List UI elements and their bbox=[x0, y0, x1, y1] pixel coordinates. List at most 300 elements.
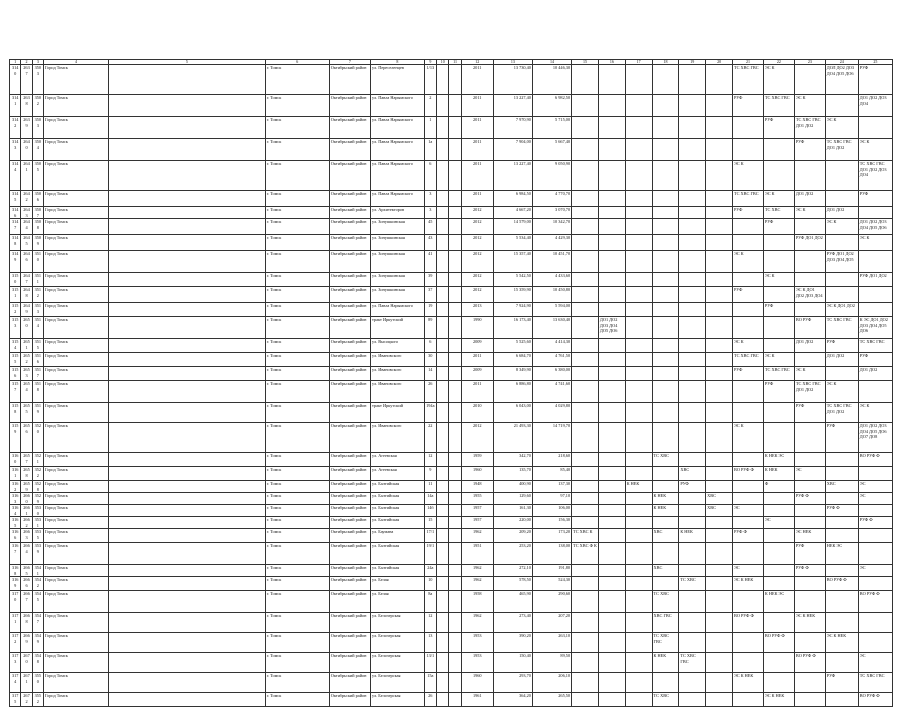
table-cell bbox=[732, 481, 763, 493]
table-cell bbox=[109, 653, 266, 673]
table-cell bbox=[109, 207, 266, 219]
table-cell: г. Томск bbox=[265, 117, 329, 139]
table-cell: 2012 bbox=[461, 207, 493, 219]
table-cell bbox=[679, 353, 706, 367]
table-cell bbox=[572, 251, 599, 273]
table-cell bbox=[706, 191, 733, 207]
table-cell bbox=[763, 403, 794, 423]
table-row bbox=[10, 207, 893, 219]
column-header: 7 bbox=[329, 60, 370, 65]
table-cell bbox=[763, 653, 794, 673]
table-cell: 6 bbox=[424, 161, 436, 191]
column-header: 11 bbox=[449, 60, 461, 65]
table-cell: Октябрьский район bbox=[329, 673, 370, 693]
table-cell bbox=[109, 353, 266, 367]
table-cell: Октябрьский район bbox=[329, 95, 370, 117]
table-cell: г. Томск bbox=[265, 613, 329, 633]
table-cell: К НЕК bbox=[763, 467, 794, 481]
table-cell: 2668 bbox=[21, 613, 32, 633]
table-cell: ул. Зонушкинская bbox=[371, 273, 425, 287]
table-cell: 3163 bbox=[10, 493, 21, 505]
table-cell bbox=[858, 505, 892, 517]
table-cell: 1962 bbox=[461, 577, 493, 591]
table-cell bbox=[109, 273, 266, 287]
table-cell: г. Томск bbox=[265, 423, 329, 453]
table-cell: ул. Баумана bbox=[371, 529, 425, 543]
table-cell: 390,20 bbox=[493, 633, 532, 653]
table-cell bbox=[625, 235, 652, 251]
table-row bbox=[10, 673, 893, 693]
table-cell: Октябрьский район bbox=[329, 653, 370, 673]
table-cell: 14 719,70 bbox=[532, 423, 571, 453]
table-cell: 3507 bbox=[32, 207, 43, 219]
table-cell: 3154 bbox=[10, 339, 21, 353]
table-cell: 3146 bbox=[10, 207, 21, 219]
table-cell: Город Томск bbox=[44, 287, 109, 303]
table-cell: Октябрьский район bbox=[329, 613, 370, 633]
table-cell: РУФ bbox=[763, 381, 794, 403]
table-cell: 2656 bbox=[21, 423, 32, 453]
table-cell: г. Томск bbox=[265, 303, 329, 317]
table-cell: РУФ Ф bbox=[858, 517, 892, 529]
table-cell: ул. Павла Нарымского bbox=[371, 95, 425, 117]
table-cell: ТС ХВС ГВС bbox=[732, 353, 763, 367]
table-cell: ул. Ивановского bbox=[371, 353, 425, 367]
table-cell bbox=[763, 613, 794, 633]
table-cell: 37 bbox=[424, 287, 436, 303]
table-cell bbox=[732, 517, 763, 529]
table-cell bbox=[732, 381, 763, 403]
column-header: 2 bbox=[21, 60, 32, 65]
table-cell bbox=[109, 529, 266, 543]
table-cell bbox=[437, 543, 449, 565]
table-row bbox=[10, 303, 893, 317]
table-cell: 263,10 bbox=[532, 633, 571, 653]
table-cell: г. Томск bbox=[265, 251, 329, 273]
table-cell: 1/13 bbox=[424, 65, 436, 95]
table-cell: г. Томск bbox=[265, 403, 329, 423]
table-cell: 1957 bbox=[461, 505, 493, 517]
table-cell: 10 342,70 bbox=[532, 219, 571, 235]
table-cell: 4 741,60 bbox=[532, 381, 571, 403]
table-cell bbox=[437, 317, 449, 339]
table-cell bbox=[679, 117, 706, 139]
table-cell: 3539 bbox=[32, 543, 43, 565]
table-row bbox=[10, 529, 893, 543]
table-cell: Октябрьский район bbox=[329, 633, 370, 653]
table-cell: 19/1 bbox=[424, 543, 436, 565]
table-row bbox=[10, 339, 893, 353]
table-cell: ул. Павла Нарымского bbox=[371, 191, 425, 207]
table-cell: Город Томск bbox=[44, 251, 109, 273]
table-cell: 10 450,80 bbox=[532, 287, 571, 303]
table-cell bbox=[652, 161, 679, 191]
table-cell bbox=[449, 367, 461, 381]
table-cell: 17/1 bbox=[424, 529, 436, 543]
table-cell bbox=[763, 251, 794, 273]
table-cell: Город Томск bbox=[44, 219, 109, 235]
table-cell bbox=[572, 633, 599, 653]
table-cell: 8 349,90 bbox=[493, 367, 532, 381]
table-cell bbox=[625, 207, 652, 219]
table-cell bbox=[437, 353, 449, 367]
table-cell bbox=[732, 273, 763, 287]
table-cell bbox=[598, 287, 625, 303]
table-cell: 4 770,70 bbox=[532, 191, 571, 207]
table-cell bbox=[706, 653, 733, 673]
table-cell bbox=[625, 287, 652, 303]
table-cell: ДОЛ ДО2 ДО3 ДО4 ДО5 ДО6 bbox=[825, 65, 858, 95]
table-cell: 15 357,40 bbox=[493, 251, 532, 273]
table-cell bbox=[679, 693, 706, 707]
table-cell: 5 715,00 bbox=[532, 117, 571, 139]
table-cell bbox=[625, 303, 652, 317]
table-cell bbox=[732, 453, 763, 467]
table-cell: ул. Агеевская bbox=[371, 467, 425, 481]
table-cell bbox=[794, 517, 825, 529]
table-cell: ул. Белая bbox=[371, 577, 425, 591]
table-cell: Город Томск bbox=[44, 381, 109, 403]
table-cell: ДО1 ДО2 ДО3 ДО4 bbox=[858, 95, 892, 117]
table-row bbox=[10, 453, 893, 467]
table-cell: 2663 bbox=[21, 529, 32, 543]
table-cell bbox=[598, 161, 625, 191]
table-cell bbox=[652, 219, 679, 235]
table-cell bbox=[109, 403, 266, 423]
table-row bbox=[10, 577, 893, 591]
table-cell bbox=[109, 505, 266, 517]
table-cell: 2012 bbox=[461, 251, 493, 273]
table-cell: 13 227,40 bbox=[493, 95, 532, 117]
table-cell: 3169 bbox=[10, 577, 21, 591]
table-cell: 6 380,00 bbox=[532, 367, 571, 381]
table-cell bbox=[572, 505, 599, 517]
table-cell: 2644 bbox=[21, 219, 32, 235]
table-cell: Город Томск bbox=[44, 591, 109, 613]
table-cell: 5 594,00 bbox=[532, 303, 571, 317]
table-cell: 3156 bbox=[10, 367, 21, 381]
table-cell bbox=[679, 453, 706, 467]
table-cell bbox=[763, 317, 794, 339]
table-cell bbox=[572, 273, 599, 287]
table-cell bbox=[572, 565, 599, 577]
table-cell: 2664 bbox=[21, 543, 32, 565]
table-cell bbox=[858, 633, 892, 653]
table-cell bbox=[825, 95, 858, 117]
table-cell: ул. Белозерская bbox=[371, 653, 425, 673]
table-cell: ЭС К bbox=[732, 161, 763, 191]
table-cell: РУФ ДО1 ДО2 bbox=[794, 235, 825, 251]
table-cell bbox=[858, 577, 892, 591]
table-cell: г. Томск bbox=[265, 565, 329, 577]
table-cell: 3522 bbox=[32, 467, 43, 481]
table-cell: 2666 bbox=[21, 577, 32, 591]
table-cell: 15 bbox=[424, 517, 436, 529]
table-cell bbox=[732, 303, 763, 317]
table-cell bbox=[625, 517, 652, 529]
table-cell bbox=[572, 303, 599, 317]
table-cell bbox=[437, 273, 449, 287]
table-cell: 3174 bbox=[10, 673, 21, 693]
table-cell: ДО1 ДО2 ДО3 ДО4 ДО5 ДО6 ДО7 ДО8 bbox=[858, 423, 892, 453]
table-cell: К НЕК ЭС bbox=[763, 591, 794, 613]
table-cell bbox=[109, 95, 266, 117]
table-cell: Октябрьский район bbox=[329, 505, 370, 517]
table-cell bbox=[437, 591, 449, 613]
table-cell: 2659 bbox=[21, 481, 32, 493]
table-cell bbox=[825, 287, 858, 303]
table-cell bbox=[598, 191, 625, 207]
table-cell bbox=[598, 505, 625, 517]
table-cell bbox=[572, 423, 599, 453]
housing-register-table bbox=[9, 59, 893, 707]
table-row bbox=[10, 251, 893, 273]
table-cell: ул. Белозерская bbox=[371, 673, 425, 693]
table-cell: Город Томск bbox=[44, 653, 109, 673]
table-cell bbox=[706, 367, 733, 381]
table-cell bbox=[572, 403, 599, 423]
table-cell: ТС ХВС Ф К bbox=[572, 543, 599, 565]
table-cell bbox=[437, 207, 449, 219]
table-cell: 138,00 bbox=[532, 543, 571, 565]
table-cell: Город Томск bbox=[44, 65, 109, 95]
table-cell: 3172 bbox=[10, 633, 21, 653]
table-cell: 3542 bbox=[32, 577, 43, 591]
table-cell bbox=[858, 303, 892, 317]
table-cell: 3153 bbox=[10, 317, 21, 339]
table-cell bbox=[679, 273, 706, 287]
table-cell: НЕК ЭС bbox=[825, 543, 858, 565]
table-cell bbox=[732, 591, 763, 613]
table-cell: РУФ bbox=[732, 367, 763, 381]
column-header: 13 bbox=[493, 60, 532, 65]
table-cell bbox=[679, 339, 706, 353]
table-cell: 14б bbox=[424, 505, 436, 517]
table-cell: 1990 bbox=[461, 317, 493, 339]
table-cell: ул. Белая bbox=[371, 591, 425, 613]
table-cell bbox=[825, 591, 858, 613]
table-cell: 15 359,90 bbox=[493, 287, 532, 303]
table-cell bbox=[625, 565, 652, 577]
table-cell: 2670 bbox=[21, 653, 32, 673]
table-cell: 41 bbox=[424, 251, 436, 273]
table-cell bbox=[706, 353, 733, 367]
table-cell: 3550 bbox=[32, 673, 43, 693]
table-cell: ЭС К bbox=[794, 95, 825, 117]
table-cell: ул. Белозерская bbox=[371, 693, 425, 707]
table-cell bbox=[652, 403, 679, 423]
table-cell: 2013 bbox=[461, 303, 493, 317]
table-cell bbox=[858, 529, 892, 543]
table-cell bbox=[625, 273, 652, 287]
table-cell: 11 bbox=[424, 481, 436, 493]
table-cell bbox=[437, 95, 449, 117]
table-cell: 3545 bbox=[32, 591, 43, 613]
table-cell bbox=[763, 673, 794, 693]
table-cell bbox=[706, 423, 733, 453]
table-cell bbox=[763, 565, 794, 577]
table-cell bbox=[825, 517, 858, 529]
table-cell: г. Томск bbox=[265, 633, 329, 653]
table-cell: 21 493,30 bbox=[493, 423, 532, 453]
table-cell bbox=[652, 95, 679, 117]
table-cell bbox=[858, 117, 892, 139]
table-cell: ЭС К bbox=[763, 191, 794, 207]
table-cell: ДО1 ДО2 bbox=[794, 339, 825, 353]
table-cell bbox=[598, 565, 625, 577]
table-cell: 1959 bbox=[461, 453, 493, 467]
table-cell bbox=[437, 117, 449, 139]
table-cell: ул. Высоцкого bbox=[371, 339, 425, 353]
table-cell: 106,00 bbox=[532, 505, 571, 517]
table-cell: 15а bbox=[424, 673, 436, 693]
table-cell bbox=[572, 517, 599, 529]
table-cell: ул. Зонушкинская bbox=[371, 287, 425, 303]
table-cell: ВО РУФ Ф bbox=[825, 577, 858, 591]
table-cell: ВО РУФ Ф bbox=[732, 613, 763, 633]
table-cell: 14 bbox=[424, 367, 436, 381]
table-cell bbox=[763, 139, 794, 161]
table-cell bbox=[449, 273, 461, 287]
column-header: 25 bbox=[858, 60, 892, 65]
table-cell bbox=[449, 577, 461, 591]
table-cell bbox=[652, 543, 679, 565]
table-cell bbox=[706, 517, 733, 529]
table-cell bbox=[437, 529, 449, 543]
table-cell: Октябрьский район bbox=[329, 529, 370, 543]
column-header: 9 bbox=[424, 60, 436, 65]
table-cell: 173,20 bbox=[532, 529, 571, 543]
table-row bbox=[10, 565, 893, 577]
table-cell bbox=[858, 287, 892, 303]
table-cell: 2012 bbox=[461, 273, 493, 287]
table-cell: 3511 bbox=[32, 273, 43, 287]
table-cell: ТС ХВС bbox=[763, 207, 794, 219]
table-cell: 3518 bbox=[32, 381, 43, 403]
table-cell: РУФ bbox=[679, 481, 706, 493]
table-cell bbox=[437, 251, 449, 273]
table-cell: 3140 bbox=[10, 65, 21, 95]
table-cell bbox=[572, 481, 599, 493]
table-cell bbox=[794, 273, 825, 287]
table-cell bbox=[679, 191, 706, 207]
table-cell bbox=[625, 591, 652, 613]
table-row bbox=[10, 219, 893, 235]
table-cell: ЭС К НЕК bbox=[732, 577, 763, 591]
table-cell bbox=[109, 591, 266, 613]
table-cell bbox=[706, 381, 733, 403]
table-cell: РУФ bbox=[794, 139, 825, 161]
table-cell: ул. Белозерская bbox=[371, 633, 425, 653]
table-cell: г. Томск bbox=[265, 591, 329, 613]
table-cell bbox=[858, 251, 892, 273]
table-cell bbox=[732, 139, 763, 161]
table-cell bbox=[598, 529, 625, 543]
table-cell: 3502 bbox=[32, 95, 43, 117]
table-cell bbox=[109, 633, 266, 653]
table-row bbox=[10, 613, 893, 633]
table-cell: г. Томск bbox=[265, 505, 329, 517]
table-cell: Ф bbox=[763, 481, 794, 493]
column-header: 4 bbox=[44, 60, 109, 65]
table-cell bbox=[598, 235, 625, 251]
table-cell bbox=[706, 673, 733, 693]
table-cell: ул. Балтийская bbox=[371, 543, 425, 565]
table-cell: 1953 bbox=[461, 633, 493, 653]
table-cell bbox=[109, 613, 266, 633]
table-cell: г. Томск bbox=[265, 161, 329, 191]
table-cell: ЭС К НЕК bbox=[825, 633, 858, 653]
table-cell bbox=[572, 339, 599, 353]
column-header: 20 bbox=[706, 60, 733, 65]
table-cell: Октябрьский район bbox=[329, 117, 370, 139]
table-cell: ХВС bbox=[679, 467, 706, 481]
table-cell: К НЕК bbox=[652, 493, 679, 505]
table-cell: 1955 bbox=[461, 493, 493, 505]
table-cell bbox=[858, 381, 892, 403]
table-cell: 3149 bbox=[10, 251, 21, 273]
table-cell: 3161 bbox=[10, 467, 21, 481]
table-cell bbox=[449, 65, 461, 95]
table-cell: 400,90 bbox=[493, 481, 532, 493]
table-cell bbox=[109, 577, 266, 591]
table-cell: Октябрьский район bbox=[329, 303, 370, 317]
table-cell bbox=[572, 453, 599, 467]
table-cell: 2639 bbox=[21, 117, 32, 139]
table-cell: 2009 bbox=[461, 367, 493, 381]
table-cell: г. Томск bbox=[265, 235, 329, 251]
table-cell bbox=[449, 381, 461, 403]
table-cell bbox=[109, 251, 266, 273]
table-cell: 342,70 bbox=[493, 453, 532, 467]
table-cell: 13/1 bbox=[424, 653, 436, 673]
table-cell: 1962 bbox=[461, 613, 493, 633]
table-cell bbox=[794, 161, 825, 191]
table-cell bbox=[732, 653, 763, 673]
table-cell bbox=[437, 219, 449, 235]
table-cell: г. Томск bbox=[265, 493, 329, 505]
table-cell bbox=[109, 381, 266, 403]
table-cell: 2671 bbox=[21, 673, 32, 693]
table-cell bbox=[763, 235, 794, 251]
table-cell bbox=[572, 591, 599, 613]
table-cell: Октябрьский район bbox=[329, 517, 370, 529]
table-cell bbox=[652, 65, 679, 95]
table-cell bbox=[706, 65, 733, 95]
table-cell bbox=[652, 367, 679, 381]
table-cell: Октябрьский район bbox=[329, 493, 370, 505]
table-cell: 3152 bbox=[10, 303, 21, 317]
table-cell: ул. Балтийская bbox=[371, 481, 425, 493]
table-cell: 2640 bbox=[21, 139, 32, 161]
table-cell: РУФ bbox=[858, 65, 892, 95]
table-cell: 14а bbox=[424, 493, 436, 505]
table-cell: 3521 bbox=[32, 453, 43, 467]
table-cell bbox=[109, 287, 266, 303]
table-cell bbox=[109, 453, 266, 467]
table-cell bbox=[572, 673, 599, 693]
table-cell: Город Томск bbox=[44, 493, 109, 505]
table-cell: ТС ХВС bbox=[679, 577, 706, 591]
table-cell: 6 886,80 bbox=[493, 381, 532, 403]
table-cell: ЭС К bbox=[732, 423, 763, 453]
table-cell: ТС ХВС ГВС ДО1 ДО2 ДО3 ДО4 bbox=[858, 161, 892, 191]
table-cell: ЭС К bbox=[825, 117, 858, 139]
table-cell: Город Томск bbox=[44, 207, 109, 219]
table-cell: 2011 bbox=[461, 117, 493, 139]
table-cell: 3535 bbox=[32, 529, 43, 543]
table-row bbox=[10, 403, 893, 423]
